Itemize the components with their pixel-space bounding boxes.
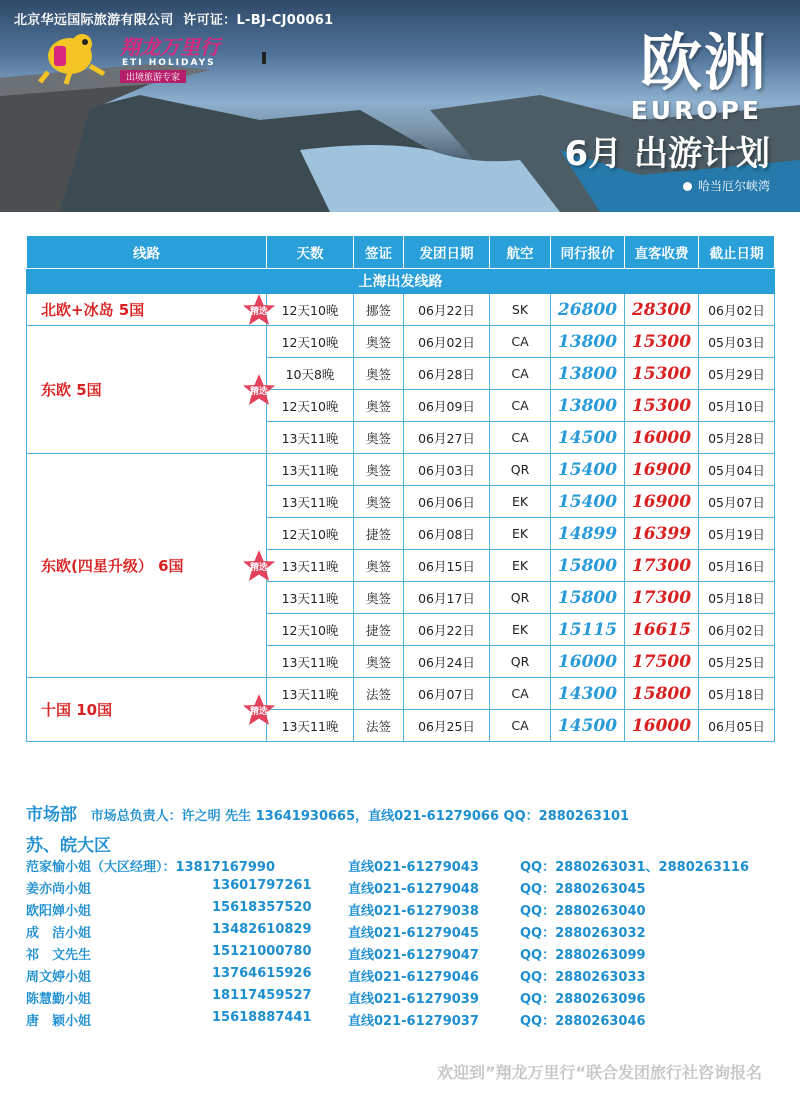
cell-peer-price: 15800 <box>551 550 625 582</box>
cell-airline: EK <box>490 614 551 646</box>
route-name-text: 十国 10国 <box>41 701 113 719</box>
cell-airline: CA <box>490 710 551 742</box>
contact-direct-line: 直线021-61279046 <box>348 970 479 985</box>
cell-deadline: 05月04日 <box>699 454 775 486</box>
page-subtitle: 6月 出游计划 <box>564 134 770 174</box>
cell-date: 06月17日 <box>404 582 490 614</box>
bullet-icon <box>683 182 692 191</box>
contact-row <box>26 944 786 966</box>
contact-qq: QQ：2880263099 <box>520 948 646 963</box>
featured-star-icon <box>242 693 276 727</box>
col-header-direct: 直客收费 <box>625 236 699 269</box>
cell-deadline: 06月05日 <box>699 710 775 742</box>
page-title: 欧洲 <box>639 26 768 99</box>
contact-list <box>26 856 786 1032</box>
contact-mobile: 15121000780 <box>212 944 312 959</box>
cell-visa: 奥签 <box>354 326 404 358</box>
cell-days: 12天10晚 <box>267 518 354 550</box>
contact-direct-line: 直线021-61279048 <box>348 882 479 897</box>
cell-date: 06月02日 <box>404 326 490 358</box>
cell-days: 12天10晚 <box>267 294 354 326</box>
route-name-text: 东欧(四星升级） 6国 <box>41 557 184 575</box>
cell-airline: QR <box>490 582 551 614</box>
contact-direct-line: 直线021-61279047 <box>348 948 479 963</box>
cell-direct-price: 28300 <box>625 294 699 326</box>
col-header-date: 发团日期 <box>404 236 490 269</box>
cell-deadline: 06月02日 <box>699 614 775 646</box>
cell-peer-price: 14300 <box>551 678 625 710</box>
cell-visa: 奥签 <box>354 358 404 390</box>
cell-date: 06月24日 <box>404 646 490 678</box>
contact-mobile: 13601797261 <box>212 878 312 893</box>
cell-peer-price: 14500 <box>551 710 625 742</box>
featured-star-icon <box>242 293 276 327</box>
cell-airline: EK <box>490 518 551 550</box>
col-header-visa: 签证 <box>354 236 404 269</box>
cell-deadline: 05月18日 <box>699 678 775 710</box>
section-row <box>27 269 775 294</box>
cell-direct-price: 17300 <box>625 550 699 582</box>
dept-title: 市场部 <box>26 805 77 825</box>
cell-peer-price: 13800 <box>551 326 625 358</box>
cell-days: 13天11晚 <box>267 422 354 454</box>
cell-deadline: 05月25日 <box>699 646 775 678</box>
cell-date: 06月03日 <box>404 454 490 486</box>
cell-visa: 法签 <box>354 678 404 710</box>
contact-mobile: 18117459527 <box>212 988 312 1003</box>
contact-qq: QQ：2880263032 <box>520 926 646 941</box>
cell-airline: CA <box>490 422 551 454</box>
featured-badge-label: 精选 <box>249 306 268 317</box>
company-name: 北京华远国际旅游有限公司 <box>14 13 174 28</box>
featured-badge-label: 精选 <box>249 706 268 717</box>
page-title-en: EUROPE <box>630 96 762 125</box>
contact-qq: QQ：2880263046 <box>520 1014 646 1029</box>
cell-visa: 法签 <box>354 710 404 742</box>
cell-peer-price: 15115 <box>551 614 625 646</box>
cell-direct-price: 16399 <box>625 518 699 550</box>
contact-name: 陈慧勤小姐 <box>26 992 92 1007</box>
cell-direct-price: 15300 <box>625 358 699 390</box>
route-name <box>27 326 267 454</box>
contact-row <box>26 988 786 1010</box>
route-name-text: 北欧+冰岛 5国 <box>41 301 145 319</box>
col-header-days: 天数 <box>267 236 354 269</box>
dept-info: 市场总负责人：许之明 先生 13641930665，直线021-61279066 QQ：2880263101 <box>90 809 630 824</box>
cell-direct-price: 16000 <box>625 710 699 742</box>
contact-name: 姜亦尚小姐 <box>26 882 92 897</box>
contact-direct-line: 直线021-61279037 <box>348 1014 479 1029</box>
contact-name: 祁 文先生 <box>26 948 92 963</box>
contact-mobile: 13482610829 <box>212 922 312 937</box>
contact-row <box>26 922 786 944</box>
contact-mobile: 13764615926 <box>212 966 312 981</box>
cell-deadline: 05月10日 <box>699 390 775 422</box>
cell-days: 13天11晚 <box>267 550 354 582</box>
license-number: 许可证：L-BJ-CJ00061 <box>183 13 334 28</box>
cell-visa: 奥签 <box>354 390 404 422</box>
cell-airline: QR <box>490 454 551 486</box>
contact-row <box>26 900 786 922</box>
cell-days: 10天8晚 <box>267 358 354 390</box>
cell-date: 06月28日 <box>404 358 490 390</box>
contact-direct-line: 直线021-61279043 <box>348 860 479 875</box>
cell-visa: 奥签 <box>354 550 404 582</box>
cell-deadline: 06月02日 <box>699 294 775 326</box>
dept-line <box>26 800 786 825</box>
cell-airline: QR <box>490 646 551 678</box>
contact-qq: QQ：2880263045 <box>520 882 646 897</box>
photo-caption <box>683 177 770 194</box>
cell-direct-price: 16615 <box>625 614 699 646</box>
contact-mobile: 15618887441 <box>212 1010 312 1025</box>
table-row <box>27 454 775 486</box>
cell-date: 06月22日 <box>404 294 490 326</box>
contact-direct-line: 直线021-61279045 <box>348 926 479 941</box>
cell-visa: 奥签 <box>354 422 404 454</box>
cell-peer-price: 13800 <box>551 358 625 390</box>
cell-peer-price: 14500 <box>551 422 625 454</box>
cell-days: 13天11晚 <box>267 454 354 486</box>
cell-airline: SK <box>490 294 551 326</box>
route-name <box>27 678 267 742</box>
cell-direct-price: 17300 <box>625 582 699 614</box>
cell-airline: EK <box>490 550 551 582</box>
cell-visa: 奥签 <box>354 582 404 614</box>
col-header-peer: 同行报价 <box>551 236 625 269</box>
cell-visa: 捷签 <box>354 614 404 646</box>
hero-banner <box>0 0 800 212</box>
col-header-airline: 航空 <box>490 236 551 269</box>
contact-qq: QQ：2880263031、2880263116 <box>520 860 750 875</box>
contact-name: 唐 颖小姐 <box>26 1014 92 1029</box>
cell-airline: CA <box>490 678 551 710</box>
cell-date: 06月25日 <box>404 710 490 742</box>
cell-days: 12天10晚 <box>267 390 354 422</box>
cell-direct-price: 16900 <box>625 454 699 486</box>
cell-peer-price: 13800 <box>551 390 625 422</box>
cell-visa: 奥签 <box>354 646 404 678</box>
photo-caption-text: 哈当厄尔峡湾 <box>697 179 770 193</box>
region-title: 苏、皖大区 <box>26 836 111 856</box>
section-title: 上海出发线路 <box>27 269 775 294</box>
cell-date: 06月22日 <box>404 614 490 646</box>
cell-days: 13天11晚 <box>267 678 354 710</box>
cell-visa: 奥签 <box>354 486 404 518</box>
cell-peer-price: 26800 <box>551 294 625 326</box>
cell-direct-price: 15300 <box>625 390 699 422</box>
brand-tagline: 出境旅游专家 <box>120 70 186 83</box>
contact-name: 范家愉小姐（大区经理）：13817167990 <box>26 860 275 875</box>
contact-qq: QQ：2880263096 <box>520 992 646 1007</box>
cell-days: 12天10晚 <box>267 614 354 646</box>
cell-days: 13天11晚 <box>267 710 354 742</box>
route-name-text: 东欧 5国 <box>41 381 102 399</box>
cell-peer-price: 15800 <box>551 582 625 614</box>
cell-deadline: 05月07日 <box>699 486 775 518</box>
featured-badge-label: 精选 <box>249 386 268 397</box>
cell-direct-price: 16000 <box>625 422 699 454</box>
contact-row <box>26 1010 786 1032</box>
cell-date: 06月27日 <box>404 422 490 454</box>
cell-peer-price: 15400 <box>551 454 625 486</box>
brand-logo-en: ETI HOLIDAYS <box>122 58 216 68</box>
cell-direct-price: 15300 <box>625 326 699 358</box>
cell-visa: 挪签 <box>354 294 404 326</box>
featured-star-icon <box>242 549 276 583</box>
cell-deadline: 05月03日 <box>699 326 775 358</box>
table-row <box>27 294 775 326</box>
table-row <box>27 326 775 358</box>
contact-direct-line: 直线021-61279038 <box>348 904 479 919</box>
cell-direct-price: 15800 <box>625 678 699 710</box>
route-name <box>27 454 267 678</box>
contacts-section <box>26 800 786 1032</box>
cell-days: 13天11晚 <box>267 582 354 614</box>
cell-direct-price: 16900 <box>625 486 699 518</box>
cell-airline: CA <box>490 326 551 358</box>
cell-date: 06月07日 <box>404 678 490 710</box>
cell-days: 13天11晚 <box>267 486 354 518</box>
table-row <box>27 678 775 710</box>
cell-days: 12天10晚 <box>267 326 354 358</box>
contact-qq: QQ：2880263040 <box>520 904 646 919</box>
route-table <box>26 235 775 742</box>
featured-star-icon <box>242 373 276 407</box>
contact-direct-line: 直线021-61279039 <box>348 992 479 1007</box>
cell-deadline: 05月28日 <box>699 422 775 454</box>
cell-deadline: 05月16日 <box>699 550 775 582</box>
contact-name: 成 洁小姐 <box>26 926 92 941</box>
cell-airline: EK <box>490 486 551 518</box>
footer-slogan: 欢迎到”翔龙万里行“联合发团旅行社咨询报名 <box>436 1063 762 1082</box>
cell-date: 06月09日 <box>404 390 490 422</box>
cell-airline: CA <box>490 358 551 390</box>
cell-direct-price: 17500 <box>625 646 699 678</box>
contact-name: 周文婷小姐 <box>26 970 92 985</box>
cell-deadline: 05月19日 <box>699 518 775 550</box>
contact-qq: QQ：2880263033 <box>520 970 646 985</box>
cell-days: 13天11晚 <box>267 646 354 678</box>
cell-peer-price: 15400 <box>551 486 625 518</box>
cell-deadline: 05月18日 <box>699 582 775 614</box>
table-header <box>27 236 775 269</box>
cell-airline: CA <box>490 390 551 422</box>
cell-date: 06月08日 <box>404 518 490 550</box>
contact-row <box>26 878 786 900</box>
mascot-logo-icon <box>30 22 114 90</box>
contact-row <box>26 966 786 988</box>
col-header-route: 线路 <box>27 236 267 269</box>
brand-logo-text: 翔龙万里行 <box>120 35 220 59</box>
company-license <box>14 9 334 28</box>
route-name <box>27 294 267 326</box>
cell-visa: 奥签 <box>354 454 404 486</box>
featured-badge-label: 精选 <box>249 562 268 573</box>
contact-mobile: 15618357520 <box>212 900 312 915</box>
cell-peer-price: 14899 <box>551 518 625 550</box>
cell-date: 06月15日 <box>404 550 490 582</box>
cell-date: 06月06日 <box>404 486 490 518</box>
cell-peer-price: 16000 <box>551 646 625 678</box>
col-header-deadline: 截止日期 <box>699 236 775 269</box>
contact-name: 欧阳婵小姐 <box>26 904 92 919</box>
cell-deadline: 05月29日 <box>699 358 775 390</box>
cell-visa: 捷签 <box>354 518 404 550</box>
contact-row <box>26 856 786 878</box>
